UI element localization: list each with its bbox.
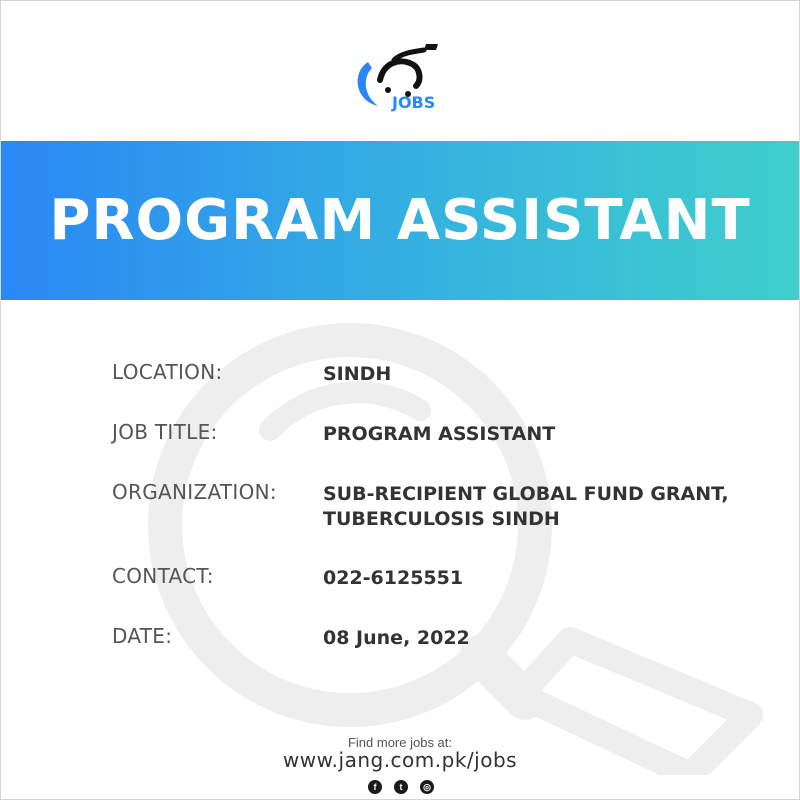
social-links [368,780,434,796]
detail-label: CONTACT: [112,564,214,588]
detail-label: LOCATION: [112,360,223,384]
footer-lead-text: Find more jobs at: [347,735,453,750]
detail-value: SINDH [323,363,392,385]
detail-label: DATE: [112,624,173,648]
detail-value: 08 June, 2022 [323,627,470,649]
footer-url-link[interactable]: www.jang.com.pk/jobs [282,748,518,772]
instagram-icon[interactable]: ◎ [420,780,434,794]
jang-jobs-logo [350,40,450,115]
detail-value: PROGRAM ASSISTANT [323,423,556,445]
banner-title: PROGRAM ASSISTANT [49,188,751,253]
detail-label: ORGANIZATION: [112,480,277,504]
facebook-icon[interactable]: f [368,780,382,794]
twitter-icon[interactable]: t [394,780,408,794]
logo-icon [350,40,450,115]
detail-label: JOB TITLE: [112,420,218,444]
title-banner [1,141,799,300]
logo-word: JOBS [392,93,436,112]
detail-value: SUB-RECIPIENT GLOBAL FUND GRANT, TUBERCULOSIS SINDH [323,483,729,530]
detail-value: 022-6125551 [323,567,464,589]
